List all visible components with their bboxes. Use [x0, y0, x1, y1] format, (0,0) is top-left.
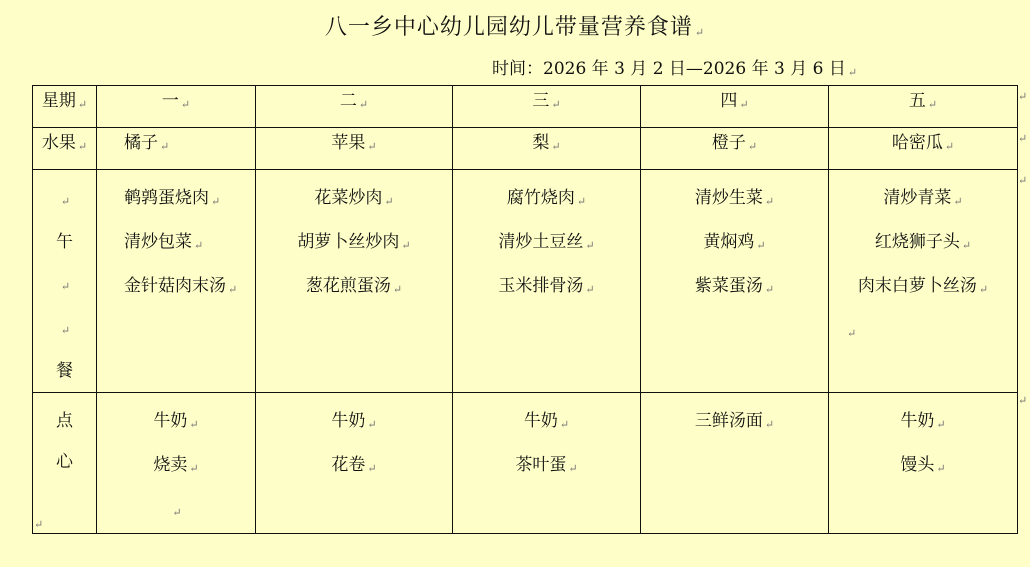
snack-cell-tue	[256, 393, 453, 534]
header-label: 星期	[41, 91, 76, 111]
snack-label-cell	[33, 393, 97, 534]
paragraph-mark: ↵	[756, 239, 766, 252]
paragraph-mark: ↵	[367, 140, 377, 153]
weekday-cell	[829, 86, 1018, 128]
row-end-mark: ↵	[1018, 132, 1028, 145]
lunch-label-cell	[33, 170, 97, 393]
snack-item: 牛奶	[900, 411, 935, 431]
dish: 清炒土豆丝	[498, 232, 584, 252]
lunch-cell-thu	[641, 170, 829, 393]
paragraph-mark: ↵	[551, 98, 561, 111]
fruit-item: 橙子	[711, 133, 746, 153]
dish: 花菜炒肉	[314, 188, 383, 208]
weekday-cell	[256, 86, 453, 128]
dish: 腐竹烧肉	[506, 188, 575, 208]
snack-item: 牛奶	[331, 411, 366, 431]
paragraph-mark: ↵	[401, 239, 411, 252]
paragraph-mark: ↵	[551, 140, 561, 153]
paragraph-mark: ↵	[847, 66, 858, 79]
paragraph-mark: ↵	[367, 418, 377, 431]
dish: 紫菜蛋汤	[694, 276, 763, 296]
weekday-label: 一	[161, 91, 179, 111]
fruit-cell	[641, 128, 829, 170]
fruit-item: 苹果	[331, 133, 366, 153]
title-text: 八一乡中心幼儿园幼儿带量营养食谱	[324, 15, 693, 40]
fruit-cell	[97, 128, 256, 170]
weekday-cell	[641, 86, 829, 128]
fruit-cell	[453, 128, 641, 170]
paragraph-mark: ↵	[944, 140, 955, 153]
paragraph-mark: ↵	[384, 195, 394, 208]
paragraph-mark: ↵	[568, 462, 578, 475]
paragraph-mark: ↵	[764, 418, 775, 431]
fruit-cell	[829, 128, 1018, 170]
paragraph-mark: ↵	[367, 462, 377, 475]
paragraph-mark: ↵	[694, 26, 706, 39]
paragraph-mark: ↵	[77, 140, 88, 153]
paragraph-mark: ↵	[961, 239, 972, 252]
fruit-item: 哈密瓜	[891, 133, 943, 153]
row-end-mark: ↵	[1018, 90, 1028, 103]
paragraph-mark: ↵	[764, 283, 775, 296]
row-end-mark: ↵	[1018, 394, 1028, 407]
snack-row	[33, 393, 1018, 534]
snack-cell-fri	[829, 393, 1018, 534]
paragraph-mark: ↵	[77, 98, 88, 111]
paragraph-mark: ↵	[585, 283, 595, 296]
fruit-cell	[256, 128, 453, 170]
paragraph-mark: ↵	[228, 283, 238, 296]
dish: 清炒青菜	[883, 188, 952, 208]
dish: 肉末白萝卜丝汤	[857, 276, 977, 296]
page-title	[0, 10, 1030, 41]
snack-label-char: 心	[56, 452, 73, 472]
paragraph-mark: ↵	[953, 195, 963, 208]
lunch-label-char: 餐	[56, 361, 73, 381]
lunch-cell-mon	[97, 170, 256, 393]
paragraph-mark: ↵	[172, 506, 182, 519]
snack-item: 馒头	[900, 455, 935, 475]
paragraph-mark: ↵	[936, 418, 946, 431]
lunch-cell-tue	[256, 170, 453, 393]
dish: 清炒包菜	[124, 232, 192, 252]
paragraph-mark: ↵	[211, 195, 221, 208]
snack-cell-wed	[453, 393, 641, 534]
weekday-label: 五	[908, 91, 926, 111]
paragraph-mark: ↵	[180, 98, 191, 111]
weekday-label: 四	[720, 91, 738, 111]
paragraph-mark: ↵	[60, 280, 71, 293]
weekday-cell	[97, 86, 256, 128]
paragraph-mark: ↵	[189, 418, 199, 431]
lunch-row	[33, 170, 1018, 393]
fruit-label: 水果	[41, 133, 76, 153]
date-range	[492, 54, 857, 79]
dish: 黄焖鸡	[703, 232, 755, 252]
paragraph-mark: ↵	[60, 324, 71, 337]
snack-item: 牛奶	[523, 411, 558, 431]
dish: 葱花煎蛋汤	[305, 276, 391, 296]
fruit-row	[33, 128, 1018, 170]
header-label-cell	[33, 86, 97, 128]
snack-item: 茶叶蛋	[515, 455, 567, 475]
paragraph-mark: ↵	[927, 98, 938, 111]
weekday-label: 三	[532, 91, 550, 111]
snack-cell-mon	[97, 393, 256, 534]
dish: 红烧狮子头	[874, 232, 960, 252]
paragraph-mark: ↵	[764, 195, 775, 208]
paragraph-mark: ↵	[585, 239, 595, 252]
paragraph-mark: ↵	[559, 418, 570, 431]
lunch-cell-wed	[453, 170, 641, 393]
paragraph-mark: ↵	[189, 462, 199, 475]
weekday-cell	[453, 86, 641, 128]
snack-cell-thu	[641, 393, 829, 534]
snack-item: 烧卖	[153, 455, 188, 475]
paragraph-mark: ↵	[847, 327, 857, 340]
weekday-header-row	[33, 86, 1018, 128]
lunch-label-char: 午	[56, 232, 73, 252]
paragraph-mark: ↵	[739, 98, 749, 111]
snack-item: 三鲜汤面	[694, 411, 763, 431]
fruit-label-cell	[33, 128, 97, 170]
paragraph-mark: ↵	[60, 195, 71, 208]
dish: 胡萝卜丝炒肉	[297, 232, 400, 252]
paragraph-mark: ↵	[392, 283, 403, 296]
document-end-mark: ↵	[34, 518, 44, 531]
paragraph-mark: ↵	[576, 195, 587, 208]
paragraph-mark: ↵	[747, 140, 758, 153]
weekday-label: 二	[339, 91, 357, 111]
date-text: 时间：2026 年 3 月 2 日—2026 年 3 月 6 日	[492, 59, 846, 79]
paragraph-mark: ↵	[194, 239, 204, 252]
dish: 金针菇肉末汤	[124, 276, 226, 296]
menu-table	[32, 85, 1018, 534]
lunch-cell-fri	[829, 170, 1018, 393]
snack-label-char: 点	[56, 411, 73, 431]
paragraph-mark: ↵	[978, 283, 989, 296]
paragraph-mark: ↵	[358, 98, 369, 111]
fruit-item: 橘子	[124, 133, 158, 153]
paragraph-mark: ↵	[160, 140, 170, 153]
row-end-mark: ↵	[1018, 174, 1028, 187]
snack-item: 花卷	[331, 455, 366, 475]
snack-item: 牛奶	[153, 411, 188, 431]
fruit-item: 梨	[532, 133, 550, 153]
dish: 鹌鹑蛋烧肉	[124, 188, 209, 208]
dish: 清炒生菜	[694, 188, 763, 208]
dish: 玉米排骨汤	[498, 276, 584, 296]
paragraph-mark: ↵	[936, 462, 946, 475]
